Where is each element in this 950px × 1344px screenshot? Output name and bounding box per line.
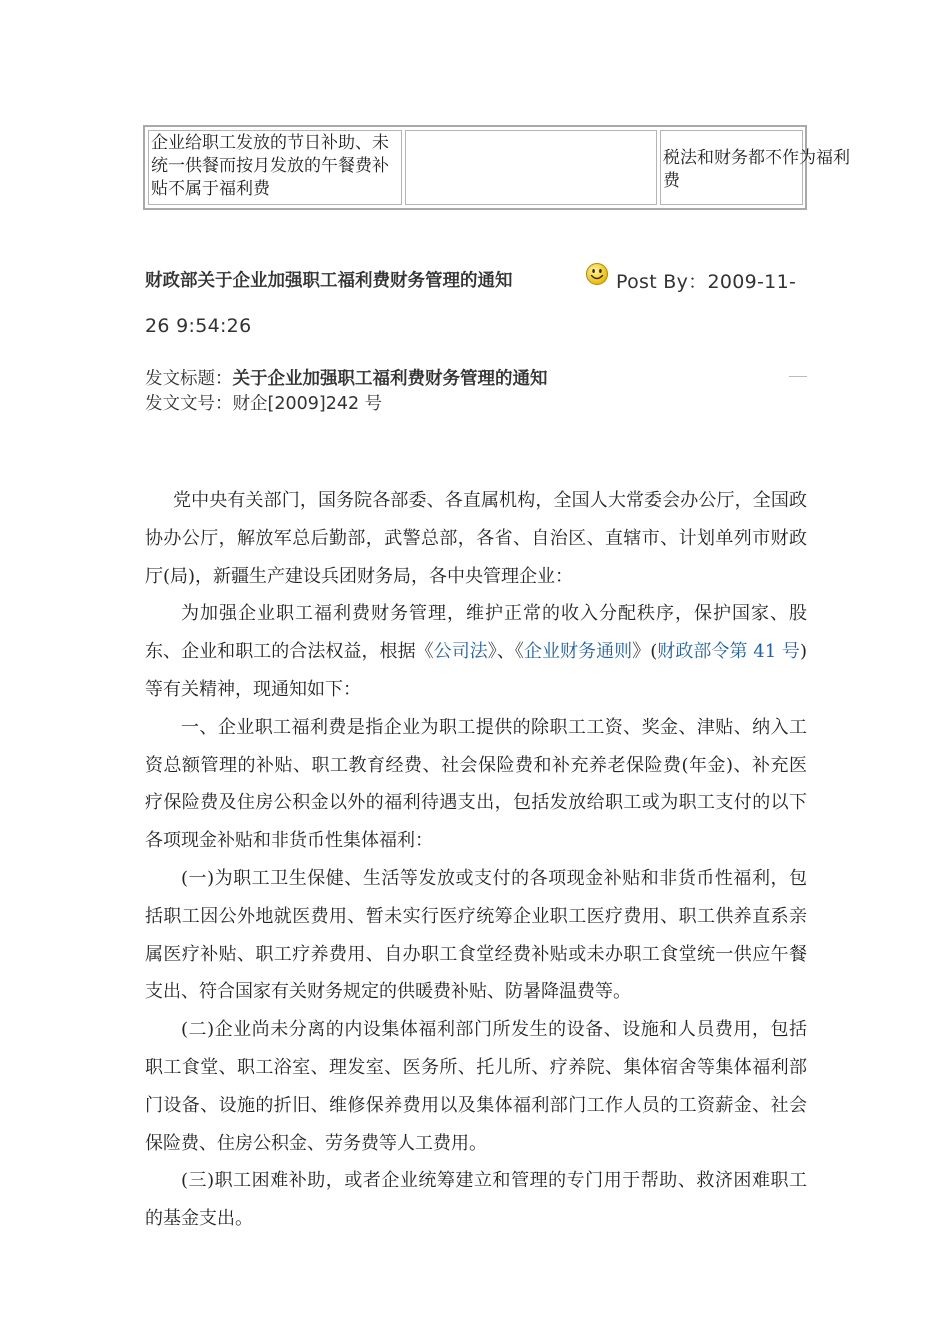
document-title-value: 关于企业加强职工福利费财务管理的通知 <box>232 369 548 389</box>
intro-text-d: )等有关精神，现通知如下： <box>145 641 808 700</box>
addressee-paragraph: 党中央有关部门，国务院各部委、各直属机构，全国人大常委会办公厅，全国政协办公厅，解放军总后勤部，武警总部，各省、自治区、直辖市、计划单列市财政厅(局)，新疆生产建设兵团财务局，各中央管理企业： <box>145 490 807 587</box>
intro-text-c: 》( <box>632 641 658 663</box>
table-cell-note <box>660 130 850 205</box>
post-title: 财政部关于企业加强职工福利费财务管理的通知 <box>145 271 513 291</box>
document-number: 发文文号：财企[2009]242 号 <box>145 394 383 414</box>
intro-paragraph <box>145 595 807 708</box>
post-by-date: Post By：2009-11- <box>616 271 797 293</box>
item-one-paragraph: (一)为职工卫生保健、生活等发放或支付的各项现金补贴和非货币性福利，包括职工因公外地就医费用、暂未实行医疗统筹企业职工医疗费用、职工供养直系亲属医疗补贴、职工疗养费用、自办职工食堂经费补贴或未办职工食堂统一供应午餐支出、符合国家有关财务规定的供暖费补贴、防暑降温费等。 <box>145 867 807 1003</box>
item-two-paragraph: (二)企业尚未分离的内设集体福利部门所发生的设备、设施和人员费用，包括职工食堂、职工浴室、理发室、医务所、托儿所、疗养院、集体宿舍等集体福利部门设备、设施的折旧、维修保养费用以及集体福利部门工作人员的工资薪金、社会保险费、住房公积金、劳务费等人工费用。 <box>145 1019 807 1154</box>
table-cell-item: 企业给职工发放的节日补助、未统一供餐而按月发放的午餐费补贴不属于福利费 <box>148 130 402 205</box>
item-three-paragraph: (三)职工困难补助，或者企业统筹建立和管理的专门用于帮助、救济困难职工的基金支出。 <box>145 1170 807 1230</box>
section-one-paragraph: 一、企业职工福利费是指企业为职工提供的除职工工资、奖金、津贴、纳入工资总额管理的补贴、职工教育经费、社会保险费和补充养老保险费(年金)、补充医疗保险费及住房公积金以外的福利待遇支出，包括发放给职工或为职工支付的以下各项现金补贴和非货币性集体福利： <box>145 716 807 852</box>
ministry-order-41-link[interactable]: 财政部令第 41 号 <box>657 641 800 663</box>
company-law-link[interactable]: 公司法 <box>433 641 488 663</box>
table-cell-empty <box>405 130 657 205</box>
table-note-line-2: 费 <box>663 171 680 191</box>
divider-dash <box>789 376 807 377</box>
enterprise-finance-rules-link[interactable]: 企业财务通则 <box>523 641 633 663</box>
intro-text-a: 为加强企业职工福利费财务管理，维护正常的收入分配秩序，保护国家、股东、企业和职工的合法权益，根据《 <box>145 603 807 663</box>
document-title-line <box>145 365 548 390</box>
welfare-table <box>143 125 850 210</box>
post-time: 26 9:54:26 <box>145 315 252 337</box>
smiley-face-icon <box>585 262 609 286</box>
notice-body <box>145 482 807 1238</box>
table-note-line-1: 税法和财务都不作为福利 <box>663 148 850 168</box>
intro-text-b: 》、《 <box>487 641 524 663</box>
document-title-label: 发文标题： <box>145 369 233 389</box>
